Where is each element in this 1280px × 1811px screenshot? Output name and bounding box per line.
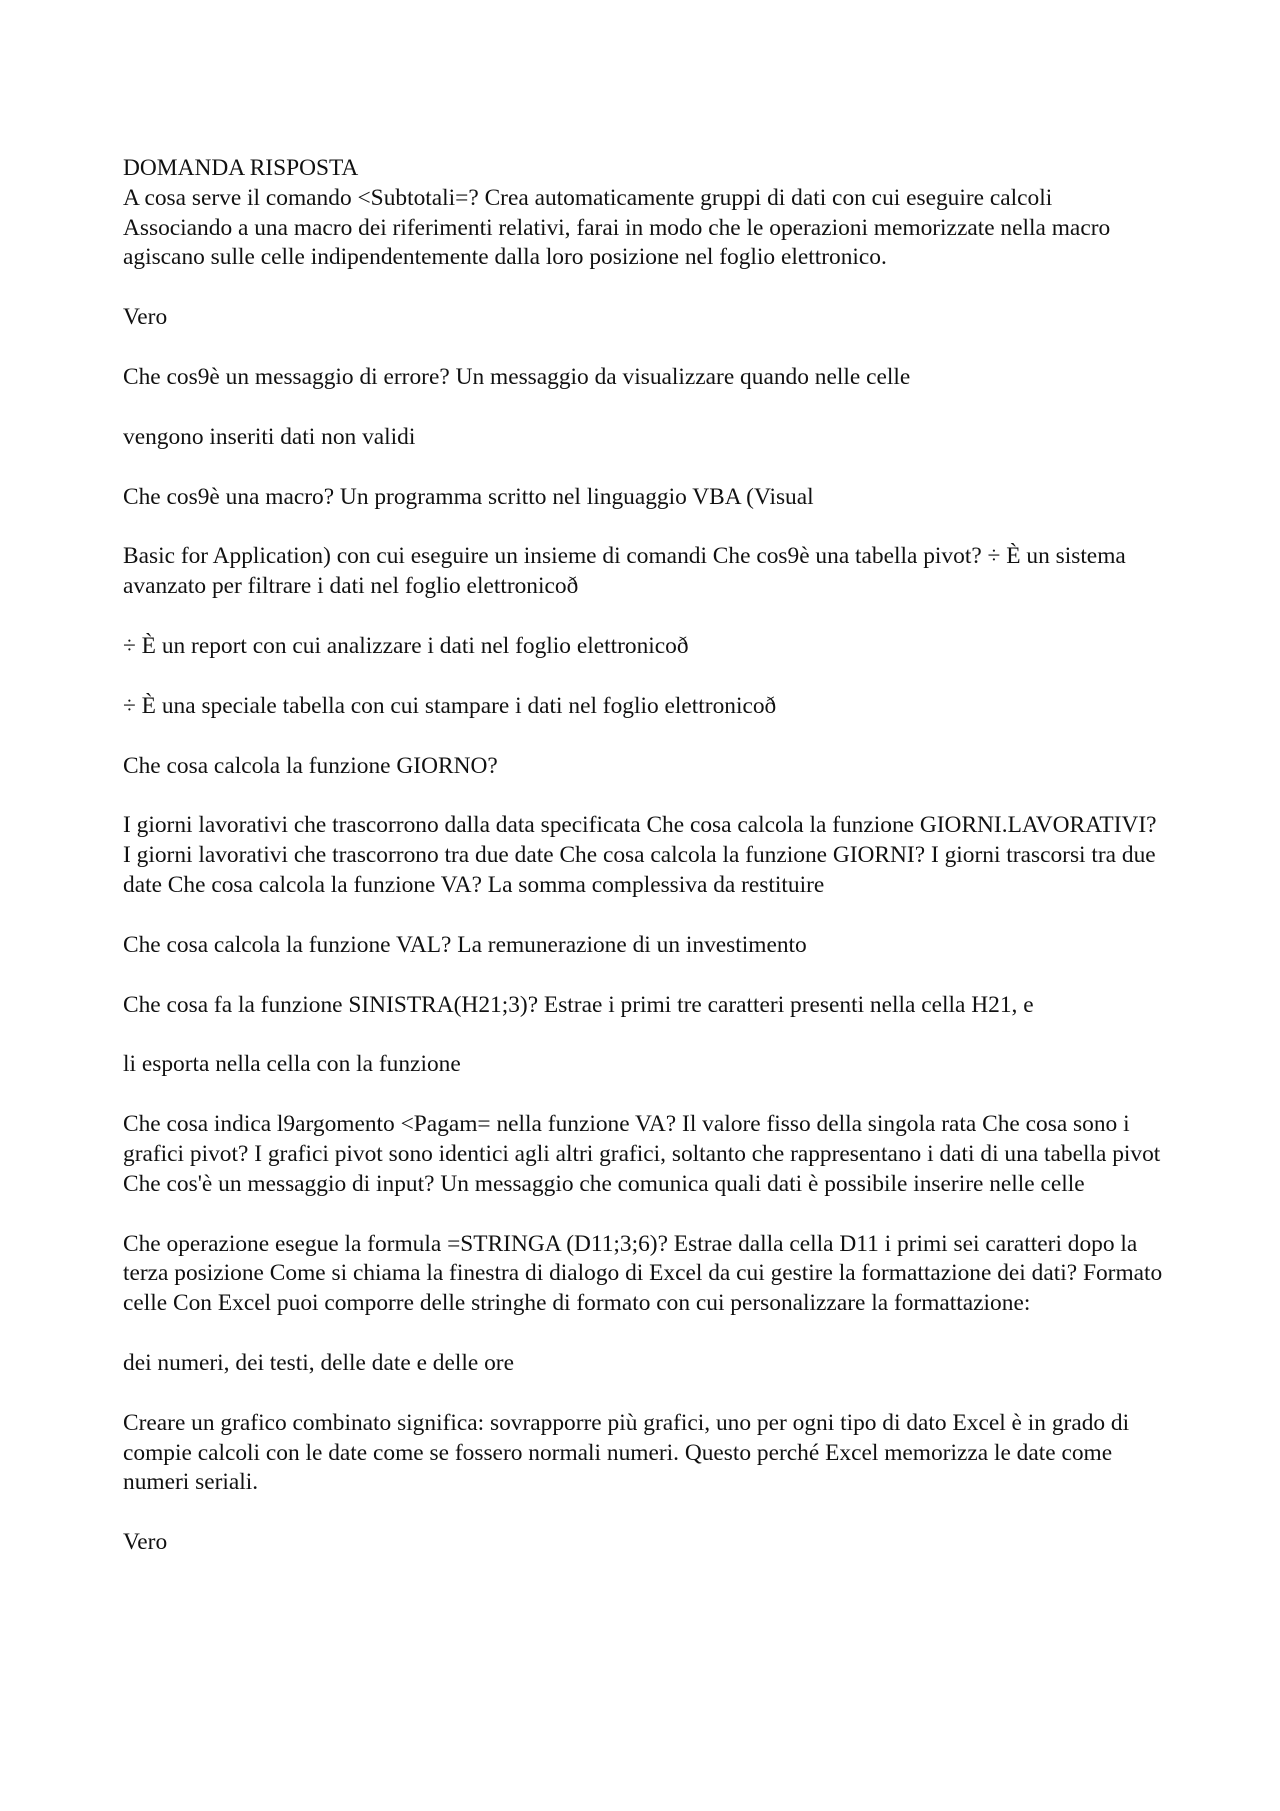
paragraph-giorni-lavorativi: I giorni lavorativi che trascorrono dalla data specificata Che cosa calcola la funzione GIORNI.LAVORATIVI? I giorni lavorativi che trascorrono tra due date Che cosa calcola la funzione GIORNI? I giorni trascorsi tra due date Che cosa calcola la funzione VA? La somma complessiva da restituire xyxy=(123,812,1157,898)
paragraph-funzione-sinistra: Che cosa fa la funzione SINISTRA(H21;3)? Estrae i primi tre caratteri presenti nella cella H21, e xyxy=(123,991,1034,1018)
paragraph-funzione-val: Che cosa calcola la funzione VAL? La remunerazione di un investimento xyxy=(123,931,807,958)
document-header: DOMANDA RISPOSTA xyxy=(123,155,359,181)
document-page xyxy=(123,154,1163,1588)
paragraph-tabella-pivot: Basic for Application) con cui eseguire un insieme di comandi Che cos9è una tabella pivot? ÷ È un sistema avanzato per filtrare i dati nel foglio elettronicoð xyxy=(123,543,1126,600)
paragraph-grafico-combinato: Creare un grafico combinato significa: sovrapporre più grafici, uno per ogni tipo di dato Excel è in grado di compie calcoli con le date come se fossero normali numeri. Questo perché Excel memorizza le date come numeri seriali. xyxy=(123,1409,1130,1496)
paragraph-stringa: Che operazione esegue la formula =STRINGA (D11;3;6)? Estrae dalla cella D11 i primi sei caratteri dopo la terza posizione Come si chiama la finestra di dialogo di Excel da cui gestire la formattazione dei dati? Formato celle Con Excel puoi comporre delle stringhe di formato con cui personalizzare la formattazione: xyxy=(123,1230,1163,1317)
paragraph-macro: Che cos9è una macro? Un programma scritto nel linguaggio VBA (Visual xyxy=(123,483,814,510)
paragraph-report: ÷ È un report con cui analizzare i dati nel foglio elettronicoð xyxy=(123,632,689,659)
paragraph-esporta: li esporta nella cella con la funzione xyxy=(123,1051,461,1078)
paragraph-speciale-tabella: ÷ È una speciale tabella con cui stampare i dati nel foglio elettronicoð xyxy=(123,692,777,719)
paragraph-vero-1: Vero xyxy=(123,304,168,331)
paragraph-vero-2: Vero xyxy=(123,1529,168,1556)
paragraph-pagam: Che cosa indica l9argomento <Pagam= nella funzione VA? Il valore fisso della singola rata Che cosa sono i grafici pivot? I grafici pivot sono identici agli altri grafici, soltanto che rappresentano i dati di una tabella pivot Che cos'è un messaggio di input? Un messaggio che comunica quali dati è possibile inserire nelle celle xyxy=(123,1111,1161,1197)
paragraph-subtotali: A cosa serve il comando <Subtotali=? Crea automaticamente gruppi di dati con cui eseguire calcoli Associando a una macro dei riferimenti relativi, farai in modo che le operazioni memorizzate nella macro agiscano sulle celle indipendentemente dalla loro posizione nel foglio elettronico. xyxy=(123,184,1111,271)
paragraph-numeri-testi: dei numeri, dei testi, delle date e delle ore xyxy=(123,1349,514,1376)
paragraph-funzione-giorno: Che cosa calcola la funzione GIORNO? xyxy=(123,752,498,779)
paragraph-messaggio-errore: Che cos9è un messaggio di errore? Un messaggio da visualizzare quando nelle celle xyxy=(123,363,911,390)
paragraph-dati-non-validi: vengono inseriti dati non validi xyxy=(123,423,416,450)
